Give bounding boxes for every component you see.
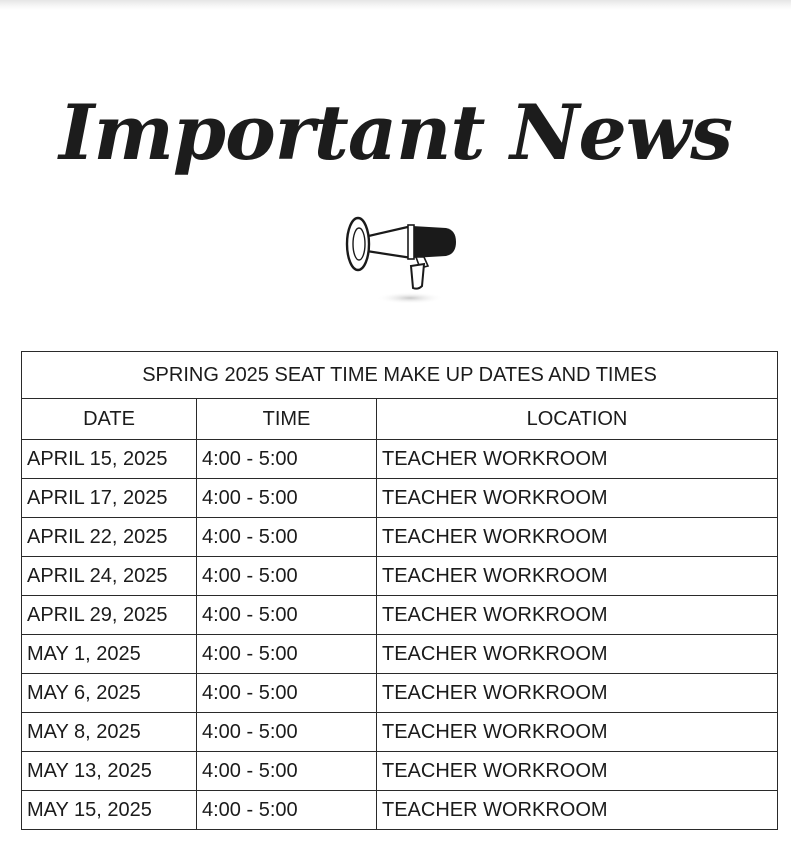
page-headline: Important News <box>58 88 733 177</box>
table-row <box>22 713 778 752</box>
cell-time: 4:00 - 5:00 <box>197 635 377 674</box>
table-header-row <box>22 399 778 440</box>
cell-date: MAY 13, 2025 <box>22 752 197 791</box>
cell-location: TEACHER WORKROOM <box>377 440 778 479</box>
cell-time: 4:00 - 5:00 <box>197 674 377 713</box>
table-row <box>22 596 778 635</box>
table-title: SPRING 2025 SEAT TIME MAKE UP DATES AND TIMES <box>22 352 778 399</box>
cell-location: TEACHER WORKROOM <box>377 791 778 830</box>
cell-date: APRIL 29, 2025 <box>22 596 197 635</box>
column-header-location: LOCATION <box>377 399 778 440</box>
table-row <box>22 440 778 479</box>
table-row <box>22 674 778 713</box>
cell-time: 4:00 - 5:00 <box>197 479 377 518</box>
cell-time: 4:00 - 5:00 <box>197 752 377 791</box>
table-row <box>22 752 778 791</box>
cell-time: 4:00 - 5:00 <box>197 713 377 752</box>
column-header-time: TIME <box>197 399 377 440</box>
table-row <box>22 635 778 674</box>
cell-date: APRIL 17, 2025 <box>22 479 197 518</box>
cell-location: TEACHER WORKROOM <box>377 557 778 596</box>
cell-time: 4:00 - 5:00 <box>197 518 377 557</box>
cell-date: APRIL 15, 2025 <box>22 440 197 479</box>
megaphone-icon <box>338 208 468 308</box>
table-row <box>22 791 778 830</box>
cell-time: 4:00 - 5:00 <box>197 557 377 596</box>
schedule-table <box>21 351 778 830</box>
cell-date: MAY 6, 2025 <box>22 674 197 713</box>
cell-location: TEACHER WORKROOM <box>377 674 778 713</box>
cell-time: 4:00 - 5:00 <box>197 791 377 830</box>
cell-date: MAY 1, 2025 <box>22 635 197 674</box>
cell-location: TEACHER WORKROOM <box>377 713 778 752</box>
cell-date: APRIL 22, 2025 <box>22 518 197 557</box>
cell-location: TEACHER WORKROOM <box>377 479 778 518</box>
cell-location: TEACHER WORKROOM <box>377 635 778 674</box>
cell-date: MAY 15, 2025 <box>22 791 197 830</box>
cell-location: TEACHER WORKROOM <box>377 596 778 635</box>
cell-location: TEACHER WORKROOM <box>377 752 778 791</box>
cell-location: TEACHER WORKROOM <box>377 518 778 557</box>
table-title-row <box>22 352 778 399</box>
cell-time: 4:00 - 5:00 <box>197 596 377 635</box>
cell-date: MAY 8, 2025 <box>22 713 197 752</box>
cell-date: APRIL 24, 2025 <box>22 557 197 596</box>
scan-top-edge <box>0 0 791 10</box>
table-row <box>22 557 778 596</box>
cell-time: 4:00 - 5:00 <box>197 440 377 479</box>
column-header-date: DATE <box>22 399 197 440</box>
table-row <box>22 479 778 518</box>
table-row <box>22 518 778 557</box>
